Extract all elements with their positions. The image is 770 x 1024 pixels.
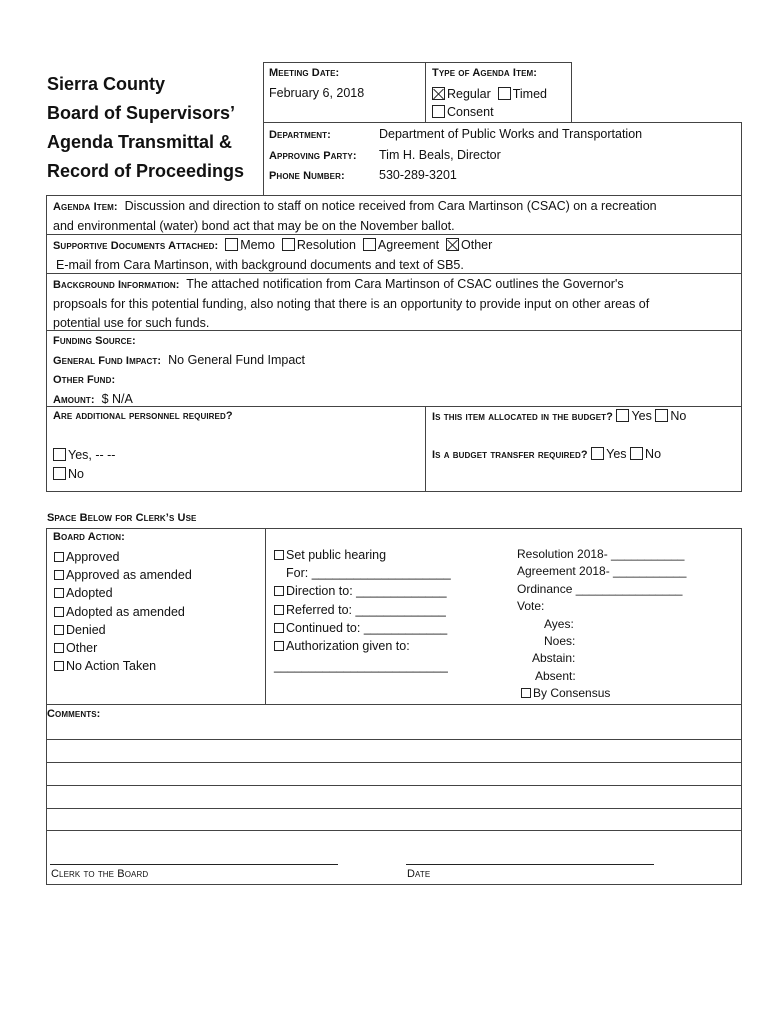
ordinance-number-field[interactable]: Ordinance ________________ bbox=[517, 581, 683, 596]
title-line-4: Record of Proceedings bbox=[47, 161, 245, 181]
checkbox-icon[interactable] bbox=[54, 570, 64, 580]
regular-checkbox-icon[interactable] bbox=[432, 87, 445, 100]
checkbox-icon[interactable] bbox=[54, 661, 64, 671]
transfer-no-label: No bbox=[645, 447, 662, 461]
title-line-3: Agenda Transmittal & bbox=[47, 132, 233, 152]
general-fund-label: General Fund Impact: bbox=[53, 355, 162, 367]
list-item[interactable]: Denied bbox=[54, 621, 192, 639]
department-label: Department: bbox=[269, 129, 331, 141]
agreement-label: Agreement bbox=[377, 238, 440, 252]
meeting-date-value[interactable]: February 6, 2018 bbox=[269, 86, 365, 100]
background-text-2[interactable]: propsoals for this potential funding, also noting that there is an opportunity to provide input on other areas of bbox=[53, 297, 650, 311]
agenda-item-text-2[interactable]: and environmental (water) bond act that may be on the November ballot. bbox=[53, 219, 455, 233]
comment-line bbox=[46, 830, 742, 831]
comment-line bbox=[46, 762, 742, 763]
transfer-yes-label: Yes bbox=[606, 447, 627, 461]
ayes-label: Ayes: bbox=[544, 616, 574, 631]
phone-number-value[interactable]: 530-289-3201 bbox=[379, 168, 457, 182]
budget-no-label: No bbox=[670, 409, 687, 423]
funding-source-label: Funding Source: bbox=[53, 335, 136, 347]
consent-label: Consent bbox=[447, 105, 494, 119]
personnel-question: Are additional personnel required? bbox=[53, 410, 233, 422]
checkbox-icon[interactable] bbox=[54, 588, 64, 598]
background-row bbox=[53, 275, 739, 333]
department-info bbox=[269, 125, 642, 187]
resolution-number-field[interactable]: Resolution 2018- ___________ bbox=[517, 547, 685, 561]
divider bbox=[425, 406, 426, 492]
personnel-yes-checkbox-icon[interactable] bbox=[53, 448, 66, 461]
comments-label: Comments: bbox=[47, 708, 101, 720]
divider bbox=[46, 234, 742, 235]
regular-label: Regular bbox=[447, 87, 491, 101]
set-hearing-item[interactable]: Set public hearing bbox=[274, 546, 451, 564]
funding-row bbox=[53, 332, 739, 410]
hearing-for-field[interactable]: For: ____________________ bbox=[286, 566, 451, 581]
clerk-signature-label: Clerk to the Board bbox=[51, 868, 149, 880]
list-item[interactable]: Approved bbox=[54, 548, 192, 566]
transfer-yes-checkbox-icon[interactable] bbox=[591, 447, 604, 460]
agreement-number-field[interactable]: Agreement 2018- ___________ bbox=[517, 564, 687, 579]
divider bbox=[46, 330, 742, 331]
other-fund-label: Other Fund: bbox=[53, 374, 116, 386]
board-action-list bbox=[54, 548, 192, 675]
consent-checkbox-icon[interactable] bbox=[432, 105, 445, 118]
list-item[interactable]: Other bbox=[54, 639, 192, 657]
budget-yes-label: Yes bbox=[631, 409, 652, 423]
background-text-1[interactable]: The attached notification from Cara Martinson of CSAC outlines the Governor's bbox=[186, 277, 624, 291]
checkbox-icon[interactable] bbox=[274, 550, 284, 560]
personnel-no-label: No bbox=[68, 467, 84, 481]
department-value[interactable]: Department of Public Works and Transportation bbox=[379, 127, 643, 141]
timed-checkbox-icon[interactable] bbox=[498, 87, 511, 100]
amount-label: Amount: bbox=[53, 394, 95, 406]
direction-item[interactable]: Direction to: _____________ bbox=[274, 582, 451, 600]
memo-checkbox-icon[interactable] bbox=[225, 238, 238, 251]
supportive-docs-label: Supportive Documents Attached: bbox=[53, 240, 219, 252]
clerk-column-2 bbox=[274, 546, 451, 675]
agenda-item-row bbox=[53, 197, 739, 236]
list-item[interactable]: No Action Taken bbox=[54, 657, 192, 675]
memo-label: Memo bbox=[240, 238, 275, 252]
title-line-2: Board of Supervisors’ bbox=[47, 103, 236, 123]
checkbox-icon[interactable] bbox=[54, 607, 64, 617]
budget-transfer-row bbox=[432, 447, 661, 461]
background-label: Background Information: bbox=[53, 279, 180, 291]
supportive-docs-detail[interactable]: E-mail from Cara Martinson, with background documents and text of SB5. bbox=[56, 258, 464, 272]
date-signature-line[interactable] bbox=[406, 864, 654, 865]
resolution-checkbox-icon[interactable] bbox=[282, 238, 295, 251]
checkbox-icon[interactable] bbox=[521, 688, 531, 698]
checkbox-icon[interactable] bbox=[274, 586, 284, 596]
clerk-space-label: Space Below for Clerk’s Use bbox=[47, 512, 197, 524]
checkbox-icon[interactable] bbox=[54, 643, 64, 653]
clerk-column-3 bbox=[517, 546, 686, 703]
budget-yes-checkbox-icon[interactable] bbox=[616, 409, 629, 422]
budget-transfer-question: Is a budget transfer required? bbox=[432, 449, 588, 461]
noes-label: Noes: bbox=[544, 634, 576, 649]
document-title bbox=[47, 70, 262, 186]
agenda-item-label: Agenda Item: bbox=[53, 201, 118, 213]
absent-label: Absent: bbox=[535, 668, 576, 683]
consensus-item[interactable]: By Consensus bbox=[517, 685, 686, 702]
agreement-checkbox-icon[interactable] bbox=[363, 238, 376, 251]
list-item[interactable]: Adopted as amended bbox=[54, 603, 192, 621]
checkbox-icon[interactable] bbox=[274, 623, 284, 633]
agenda-type-options bbox=[432, 85, 547, 121]
list-item[interactable]: Adopted bbox=[54, 584, 192, 602]
transfer-no-checkbox-icon[interactable] bbox=[630, 447, 643, 460]
continued-item[interactable]: Continued to: ____________ bbox=[274, 619, 451, 637]
phone-number-label: Phone Number: bbox=[269, 170, 345, 182]
list-item[interactable]: Approved as amended bbox=[54, 566, 192, 584]
checkbox-icon[interactable] bbox=[54, 552, 64, 562]
abstain-label: Abstain: bbox=[532, 651, 576, 666]
personnel-yes-label: Yes, -- -- bbox=[68, 448, 116, 462]
comment-line bbox=[46, 785, 742, 786]
title-line-1: Sierra County bbox=[47, 74, 166, 94]
checkbox-icon[interactable] bbox=[54, 625, 64, 635]
other-label: Other bbox=[461, 238, 493, 252]
background-text-3[interactable]: potential use for such funds. bbox=[53, 316, 210, 330]
budget-allocated-question: Is this item allocated in the budget? bbox=[432, 411, 613, 423]
resolution-label: Resolution bbox=[296, 238, 356, 252]
budget-allocated-row bbox=[432, 409, 686, 423]
general-fund-value[interactable]: No General Fund Impact bbox=[168, 353, 306, 367]
divider bbox=[265, 528, 266, 704]
clerk-signature-line[interactable] bbox=[50, 864, 338, 865]
checkbox-icon[interactable] bbox=[274, 605, 284, 615]
budget-no-checkbox-icon[interactable] bbox=[655, 409, 668, 422]
vote-label: Vote: bbox=[517, 599, 545, 614]
authorization-item[interactable]: Authorization given to: bbox=[274, 637, 451, 655]
comment-line bbox=[46, 808, 742, 809]
amount-value[interactable]: $ N/A bbox=[101, 392, 133, 406]
divider bbox=[46, 704, 742, 705]
supportive-docs-row bbox=[53, 236, 739, 275]
agenda-type-label: Type of Agenda Item: bbox=[432, 67, 538, 79]
authorization-blank[interactable]: _________________________ bbox=[274, 659, 448, 674]
divider bbox=[46, 406, 742, 407]
referred-item[interactable]: Referred to: _____________ bbox=[274, 601, 451, 619]
date-label: Date bbox=[407, 868, 431, 880]
divider bbox=[46, 273, 742, 274]
agenda-item-text-1[interactable]: Discussion and direction to staff on notice received from Cara Martinson (CSAC) on a recreation bbox=[124, 199, 657, 213]
comment-line bbox=[46, 739, 742, 740]
checkbox-icon[interactable] bbox=[274, 641, 284, 651]
approving-party-label: Approving Party: bbox=[269, 149, 357, 162]
personnel-options bbox=[53, 446, 115, 484]
other-checkbox-icon[interactable] bbox=[446, 238, 459, 251]
timed-label: Timed bbox=[512, 87, 547, 101]
approving-party-value[interactable]: Tim H. Beals, Director bbox=[379, 147, 501, 162]
meeting-date-label: Meeting Date: bbox=[269, 67, 340, 79]
board-action-label: Board Action: bbox=[53, 531, 125, 543]
personnel-no-checkbox-icon[interactable] bbox=[53, 467, 66, 480]
